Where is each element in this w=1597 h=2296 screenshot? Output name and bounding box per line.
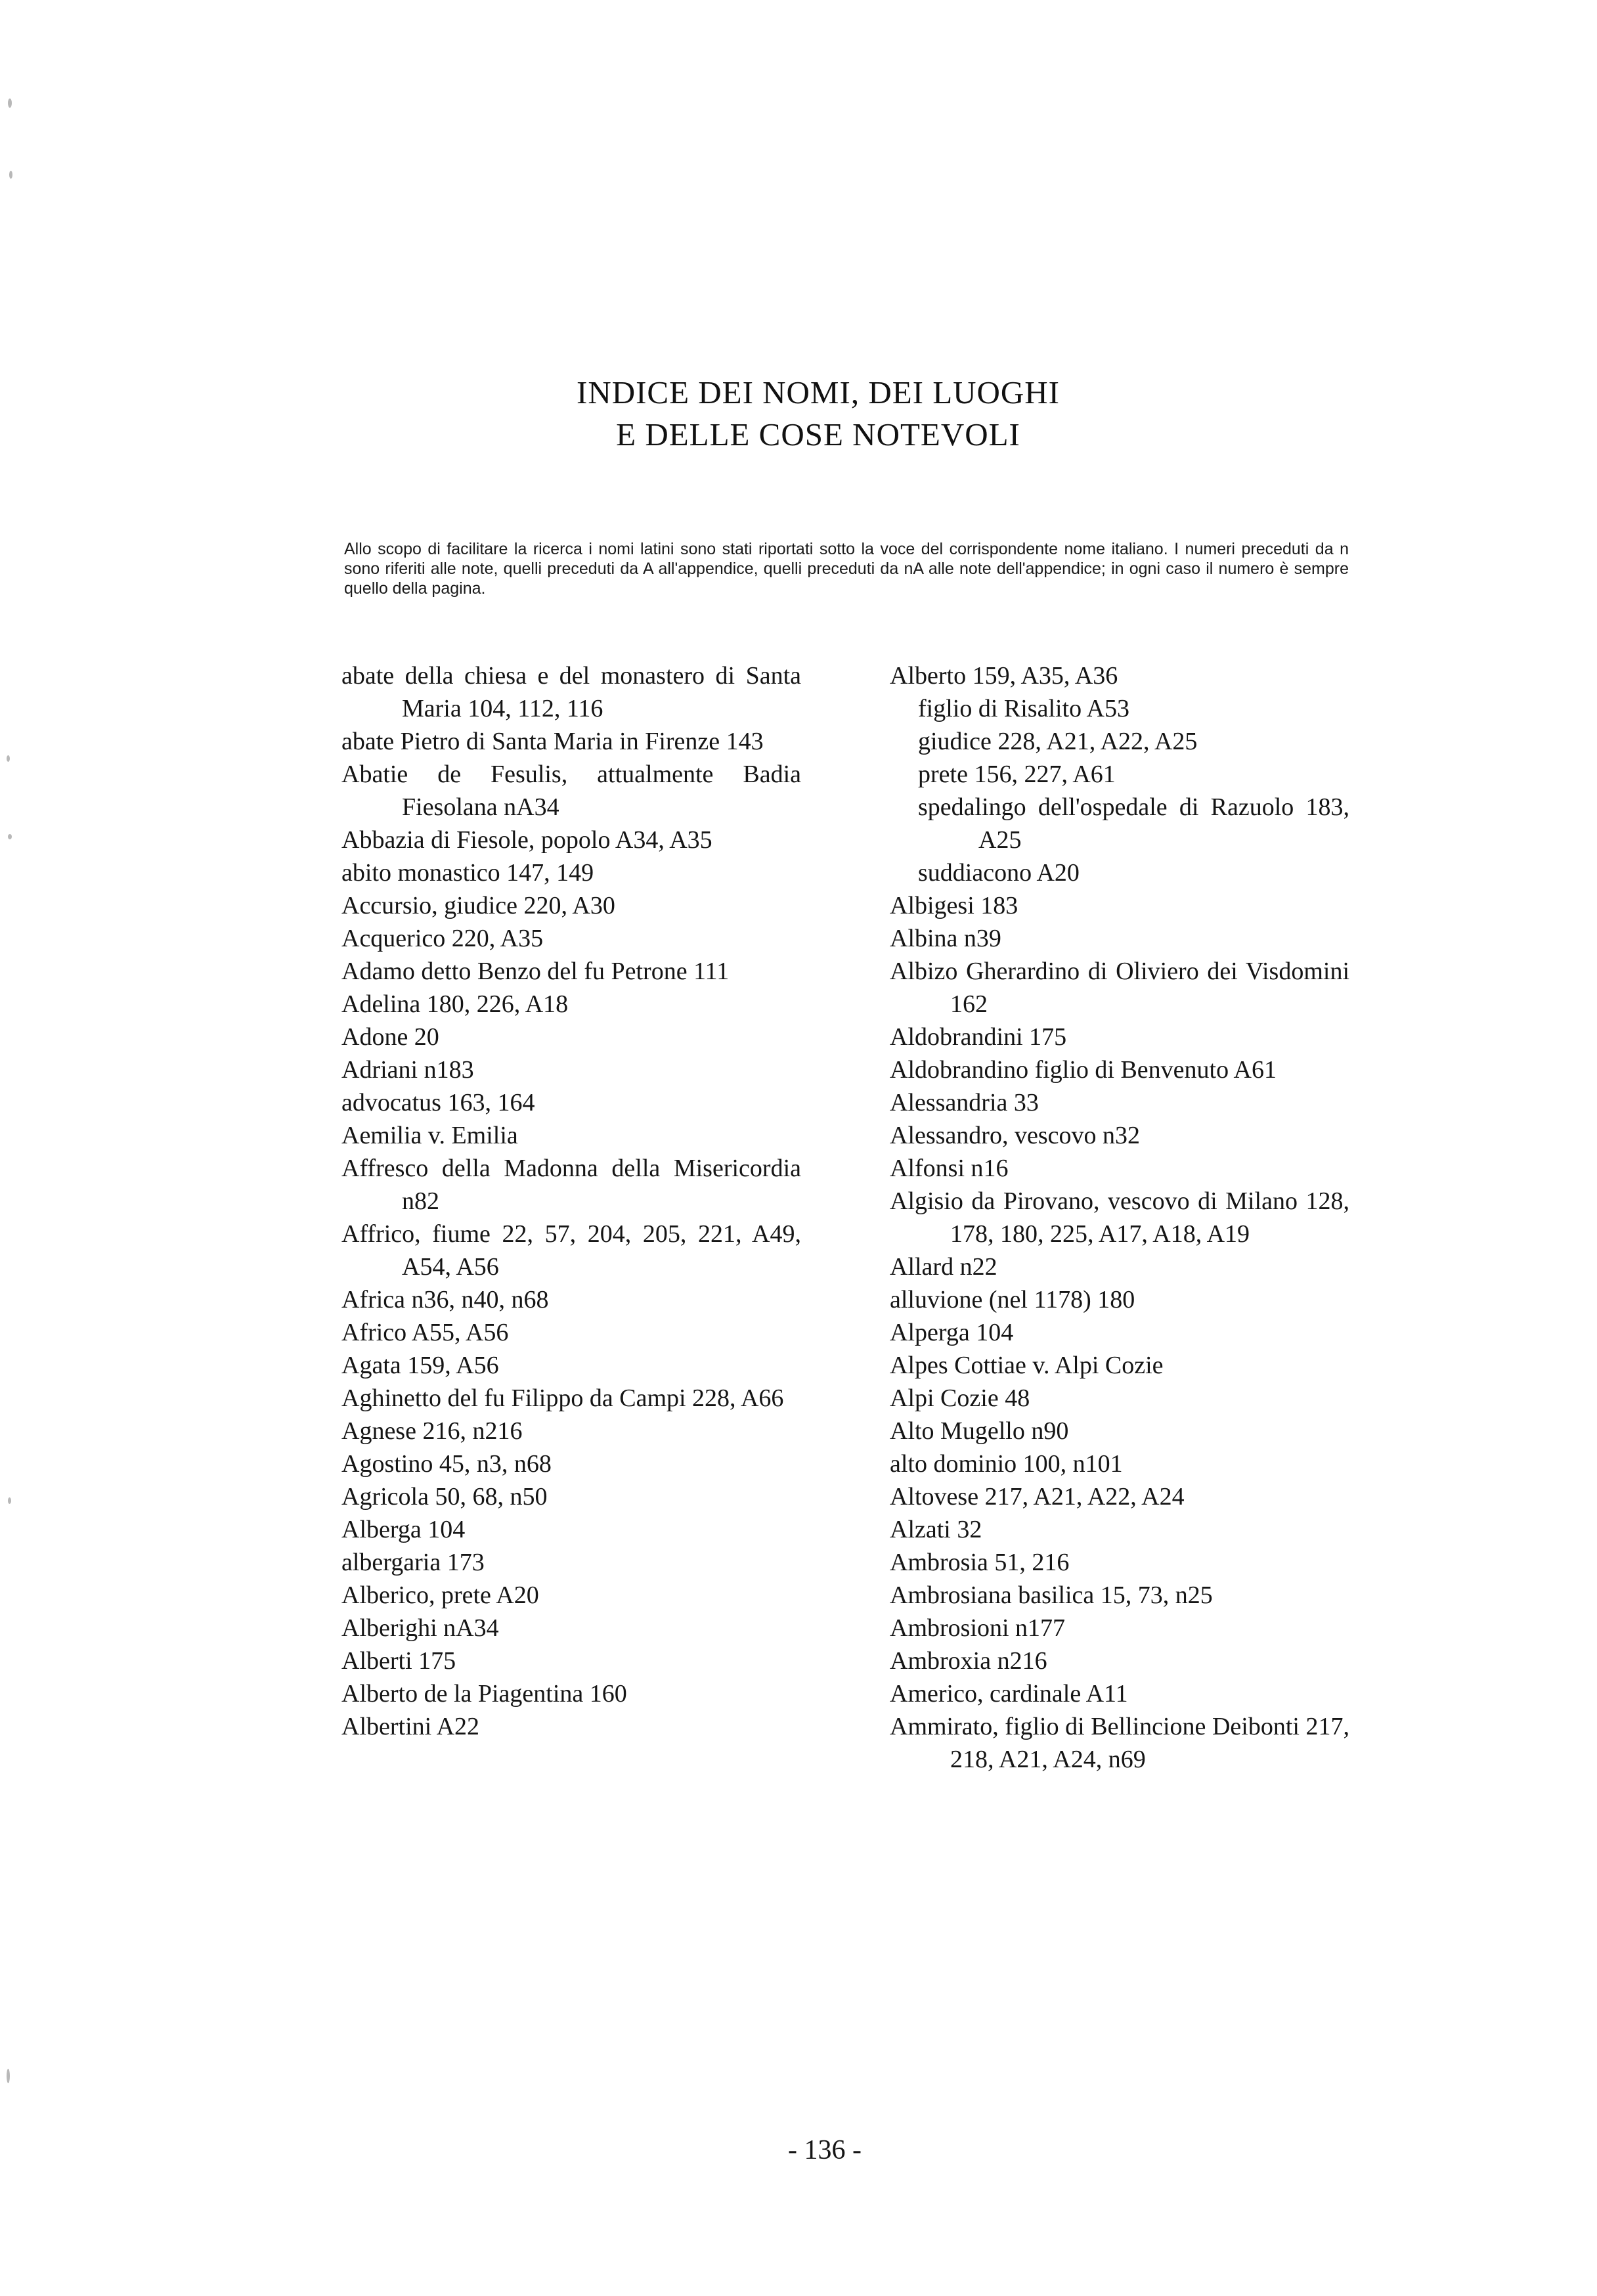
index-entry: Albertini A22 xyxy=(341,1713,480,1740)
index-entry: Affrico, fiume 22, 57, 204, 205, 221, A49, A54, A56 xyxy=(341,1220,801,1281)
index-entry: Ambrosiana basilica 15, 73, n25 xyxy=(890,1581,1213,1609)
index-column-left xyxy=(341,659,801,1743)
index-entry: Agricola 50, 68, n50 xyxy=(341,1483,548,1511)
index-entry: Abbazia di Fiesole, popolo A34, A35 xyxy=(341,826,712,854)
index-entry: Africa n36, n40, n68 xyxy=(341,1286,549,1314)
scan-speck xyxy=(7,755,10,762)
index-entry: Accursio, giudice 220, A30 xyxy=(341,892,615,919)
index-entry: Ambrosia 51, 216 xyxy=(890,1549,1070,1576)
title-line-2: E DELLE COSE NOTEVOLI xyxy=(616,416,1020,453)
index-column-right xyxy=(890,659,1349,1776)
index-entry: Ambrosioni n177 xyxy=(890,1614,1066,1642)
intro-paragraph: Allo scopo di facilitare la ricerca i nomi latini sono stati riportati sotto la voce del corrispondente nome italiano. I numeri preceduti da n sono riferiti alle note, quelli preceduti da A all'appendice, quelli preceduti da nA alle note dell'appendice; in ogni caso il numero è sempre quello della pagina. xyxy=(344,540,1349,598)
index-entry: abate Pietro di Santa Maria in Firenze 143 xyxy=(341,728,764,755)
index-entry: Aldobrandini 175 xyxy=(890,1023,1067,1051)
index-entry: Aldobrandino figlio di Benvenuto A61 xyxy=(890,1056,1277,1084)
scan-speck xyxy=(8,834,12,839)
index-entry: Altovese 217, A21, A22, A24 xyxy=(890,1483,1185,1511)
index-entry: Ammirato, figlio di Bellincione Deibonti 217, 218, A21, A24, n69 xyxy=(890,1713,1349,1773)
scan-speck xyxy=(8,99,12,108)
index-entry: Alto Mugello n90 xyxy=(890,1417,1069,1445)
index-subentry: giudice 228, A21, A22, A25 xyxy=(918,728,1198,755)
index-title xyxy=(0,372,1597,456)
index-entry: Algisio da Pirovano, vescovo di Milano 128, 178, 180, 225, A17, A18, A19 xyxy=(890,1187,1349,1248)
index-entry: Aemilia v. Emilia xyxy=(341,1122,518,1149)
index-entry: Alzati 32 xyxy=(890,1516,982,1543)
index-entry: Agata 159, A56 xyxy=(341,1352,499,1379)
index-entry: Allard n22 xyxy=(890,1253,997,1281)
index-entry: Alberga 104 xyxy=(341,1516,466,1543)
index-subentry: spedalingo dell'ospedale di Razuolo 183, A25 xyxy=(918,793,1349,854)
index-entry: Adamo detto Benzo del fu Petrone 111 xyxy=(341,958,730,985)
index-entry: Albizo Gherardino di Oliviero dei Visdomini 162 xyxy=(890,958,1349,1018)
index-entry: Alfonsi n16 xyxy=(890,1155,1009,1182)
index-entry: alluvione (nel 1178) 180 xyxy=(890,1286,1135,1314)
index-entry: abate della chiesa e del monastero di Santa Maria 104, 112, 116 xyxy=(341,662,801,722)
index-entry: Alessandro, vescovo n32 xyxy=(890,1122,1140,1149)
index-entry: Affresco della Madonna della Misericordia n82 xyxy=(341,1155,801,1215)
index-subentry: suddiacono A20 xyxy=(918,859,1080,887)
index-entry: Americo, cardinale A11 xyxy=(890,1680,1128,1708)
index-entry: advocatus 163, 164 xyxy=(341,1089,535,1116)
index-entry: Alberighi nA34 xyxy=(341,1614,499,1642)
index-entry: Adone 20 xyxy=(341,1023,439,1051)
index-entry: Ambroxia n216 xyxy=(890,1647,1047,1675)
index-entry: Africo A55, A56 xyxy=(341,1319,509,1346)
index-entry: albergaria 173 xyxy=(341,1549,485,1576)
index-entry: Adelina 180, 226, A18 xyxy=(341,990,569,1018)
index-entry: Aghinetto del fu Filippo da Campi 228, A66 xyxy=(341,1384,784,1412)
index-subentry: prete 156, 227, A61 xyxy=(918,761,1116,788)
scan-speck xyxy=(8,1497,11,1504)
index-entry: abito monastico 147, 149 xyxy=(341,859,594,887)
index-entry: Alberto 159, A35, A36 xyxy=(890,662,1118,690)
index-entry: Alpi Cozie 48 xyxy=(890,1384,1030,1412)
scan-speck xyxy=(7,2069,10,2083)
index-subentry: figlio di Risalito A53 xyxy=(918,695,1129,722)
index-entry: Agnese 216, n216 xyxy=(341,1417,523,1445)
index-entry: Agostino 45, n3, n68 xyxy=(341,1450,552,1478)
page-number: - 136 - xyxy=(788,2135,862,2165)
index-entry: Acquerico 220, A35 xyxy=(341,925,544,952)
index-entry: Abatie de Fesulis, attualmente Badia Fiesolana nA34 xyxy=(341,761,801,821)
index-entry: Alberto de la Piagentina 160 xyxy=(341,1680,627,1708)
index-entry: Adriani n183 xyxy=(341,1056,474,1084)
index-entry: Alessandria 33 xyxy=(890,1089,1039,1116)
index-entry: alto dominio 100, n101 xyxy=(890,1450,1123,1478)
index-entry: Alperga 104 xyxy=(890,1319,1014,1346)
index-entry: Alberico, prete A20 xyxy=(341,1581,539,1609)
index-entry: Albigesi 183 xyxy=(890,892,1018,919)
scan-speck xyxy=(9,171,12,179)
index-entry: Albina n39 xyxy=(890,925,1001,952)
index-entry: Alpes Cottiae v. Alpi Cozie xyxy=(890,1352,1164,1379)
index-entry: Alberti 175 xyxy=(341,1647,456,1675)
title-line-1: INDICE DEI NOMI, DEI LUOGHI xyxy=(577,374,1060,410)
